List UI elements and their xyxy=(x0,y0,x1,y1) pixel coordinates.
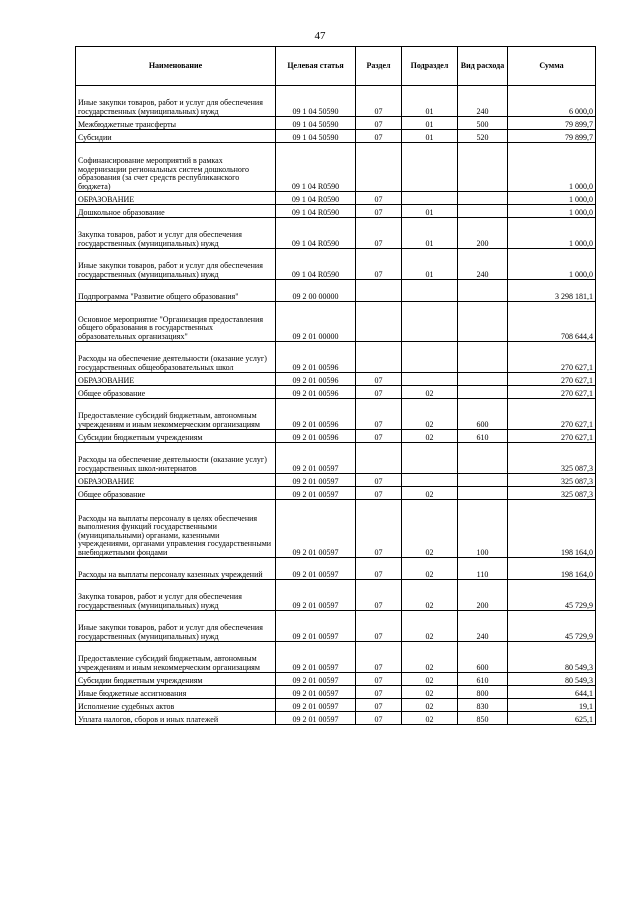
row-name-cell: Расходы на выплаты персоналу казенных учреждений xyxy=(76,558,276,580)
row-target-article-cell: 09 2 01 00597 xyxy=(276,558,356,580)
header-section: Раздел xyxy=(356,47,402,86)
row-name-cell: Закупка товаров, работ и услуг для обеспечения государственных (муниципальных) нужд xyxy=(76,218,276,249)
table-row xyxy=(76,399,596,430)
row-expense-type-cell: 800 xyxy=(458,686,508,699)
row-subsection-cell: 02 xyxy=(402,686,458,699)
row-sum-cell: 1 000,0 xyxy=(508,192,596,205)
row-expense-type-cell: 110 xyxy=(458,558,508,580)
row-sum-cell: 1 000,0 xyxy=(508,205,596,218)
row-section-cell xyxy=(356,302,402,342)
row-expense-type-cell xyxy=(458,280,508,302)
table-body xyxy=(76,86,596,725)
row-expense-type-cell: 610 xyxy=(458,673,508,686)
row-name-cell: Общее образование xyxy=(76,386,276,399)
header-name: Наименование xyxy=(76,47,276,86)
row-target-article-cell: 09 2 01 00000 xyxy=(276,302,356,342)
row-section-cell: 07 xyxy=(356,686,402,699)
row-name-cell: Общее образование xyxy=(76,487,276,500)
row-target-article-cell: 09 1 04 50590 xyxy=(276,86,356,117)
row-subsection-cell xyxy=(402,443,458,474)
row-expense-type-cell: 520 xyxy=(458,130,508,143)
row-sum-cell: 708 644,4 xyxy=(508,302,596,342)
row-name-cell: Расходы на обеспечение деятельности (оказание услуг) государственных школ-интернатов xyxy=(76,443,276,474)
row-subsection-cell: 02 xyxy=(402,558,458,580)
row-sum-cell: 644,1 xyxy=(508,686,596,699)
table-row xyxy=(76,249,596,280)
row-section-cell: 07 xyxy=(356,642,402,673)
row-target-article-cell: 09 2 01 00597 xyxy=(276,443,356,474)
row-name-cell: Подпрограмма "Развитие общего образования" xyxy=(76,280,276,302)
row-target-article-cell: 09 1 04 R0590 xyxy=(276,143,356,192)
row-subsection-cell: 02 xyxy=(402,712,458,725)
row-sum-cell: 325 087,3 xyxy=(508,443,596,474)
row-section-cell: 07 xyxy=(356,611,402,642)
header-expense-type: Вид расхода xyxy=(458,47,508,86)
row-name-cell: Иные закупки товаров, работ и услуг для обеспечения государственных (муниципальных) нужд xyxy=(76,249,276,280)
row-subsection-cell: 01 xyxy=(402,86,458,117)
row-subsection-cell xyxy=(402,342,458,373)
row-sum-cell: 80 549,3 xyxy=(508,642,596,673)
row-section-cell: 07 xyxy=(356,249,402,280)
row-section-cell: 07 xyxy=(356,500,402,558)
row-section-cell: 07 xyxy=(356,205,402,218)
row-section-cell: 07 xyxy=(356,218,402,249)
row-sum-cell: 325 087,3 xyxy=(508,474,596,487)
row-sum-cell: 198 164,0 xyxy=(508,500,596,558)
row-expense-type-cell xyxy=(458,342,508,373)
row-section-cell xyxy=(356,443,402,474)
row-expense-type-cell: 100 xyxy=(458,500,508,558)
table-row xyxy=(76,143,596,192)
row-name-cell: Межбюджетные трансферты xyxy=(76,117,276,130)
row-expense-type-cell: 200 xyxy=(458,580,508,611)
row-sum-cell: 198 164,0 xyxy=(508,558,596,580)
row-sum-cell: 80 549,3 xyxy=(508,673,596,686)
row-sum-cell: 325 087,3 xyxy=(508,487,596,500)
table-row xyxy=(76,558,596,580)
table-row xyxy=(76,130,596,143)
table-row xyxy=(76,673,596,686)
row-name-cell: Субсидии бюджетным учреждениям xyxy=(76,673,276,686)
row-expense-type-cell: 600 xyxy=(458,642,508,673)
row-target-article-cell: 09 2 01 00596 xyxy=(276,373,356,386)
row-name-cell: Исполнение судебных актов xyxy=(76,699,276,712)
table-row xyxy=(76,642,596,673)
row-sum-cell: 270 627,1 xyxy=(508,386,596,399)
row-sum-cell: 6 000,0 xyxy=(508,86,596,117)
row-name-cell: Уплата налогов, сборов и иных платежей xyxy=(76,712,276,725)
row-target-article-cell: 09 2 01 00597 xyxy=(276,474,356,487)
row-section-cell: 07 xyxy=(356,487,402,500)
row-expense-type-cell xyxy=(458,205,508,218)
row-subsection-cell: 02 xyxy=(402,399,458,430)
row-target-article-cell: 09 2 01 00596 xyxy=(276,430,356,443)
row-target-article-cell: 09 1 04 R0590 xyxy=(276,249,356,280)
row-subsection-cell xyxy=(402,373,458,386)
row-name-cell: ОБРАЗОВАНИЕ xyxy=(76,474,276,487)
row-subsection-cell xyxy=(402,280,458,302)
row-subsection-cell: 02 xyxy=(402,699,458,712)
row-expense-type-cell xyxy=(458,302,508,342)
row-sum-cell: 270 627,1 xyxy=(508,430,596,443)
row-subsection-cell: 02 xyxy=(402,580,458,611)
header-subsection: Подраздел xyxy=(402,47,458,86)
row-name-cell: Закупка товаров, работ и услуг для обеспечения государственных (муниципальных) нужд xyxy=(76,580,276,611)
row-target-article-cell: 09 2 01 00596 xyxy=(276,342,356,373)
page-number: 47 xyxy=(314,30,326,42)
row-sum-cell: 3 298 181,1 xyxy=(508,280,596,302)
row-expense-type-cell xyxy=(458,487,508,500)
row-target-article-cell: 09 2 01 00597 xyxy=(276,686,356,699)
table-row xyxy=(76,205,596,218)
row-section-cell: 07 xyxy=(356,699,402,712)
row-subsection-cell xyxy=(402,192,458,205)
row-name-cell: Софинансирование мероприятий в рамках модернизации региональных систем дошкольного образования (за счет средств республиканского бюджета) xyxy=(76,143,276,192)
table-row xyxy=(76,611,596,642)
row-sum-cell: 79 899,7 xyxy=(508,130,596,143)
row-subsection-cell: 02 xyxy=(402,430,458,443)
row-section-cell: 07 xyxy=(356,386,402,399)
row-subsection-cell xyxy=(402,143,458,192)
row-name-cell: Субсидии xyxy=(76,130,276,143)
row-section-cell: 07 xyxy=(356,117,402,130)
table-header-row xyxy=(76,47,596,86)
table-row xyxy=(76,86,596,117)
row-sum-cell: 1 000,0 xyxy=(508,218,596,249)
row-subsection-cell: 01 xyxy=(402,218,458,249)
row-target-article-cell: 09 2 01 00597 xyxy=(276,487,356,500)
row-section-cell: 07 xyxy=(356,130,402,143)
table-row xyxy=(76,580,596,611)
row-sum-cell: 625,1 xyxy=(508,712,596,725)
row-target-article-cell: 09 2 01 00596 xyxy=(276,399,356,430)
row-section-cell: 07 xyxy=(356,558,402,580)
row-expense-type-cell xyxy=(458,443,508,474)
row-expense-type-cell: 200 xyxy=(458,218,508,249)
table-row xyxy=(76,686,596,699)
table-row xyxy=(76,443,596,474)
row-expense-type-cell: 610 xyxy=(458,430,508,443)
row-expense-type-cell: 500 xyxy=(458,117,508,130)
row-section-cell: 07 xyxy=(356,673,402,686)
row-subsection-cell xyxy=(402,302,458,342)
row-sum-cell: 1 000,0 xyxy=(508,249,596,280)
row-target-article-cell: 09 2 01 00597 xyxy=(276,673,356,686)
row-section-cell xyxy=(356,342,402,373)
row-name-cell: Предоставление субсидий бюджетным, автономным учреждениям и иным некоммерческим организациям xyxy=(76,642,276,673)
row-expense-type-cell xyxy=(458,373,508,386)
row-target-article-cell: 09 1 04 R0590 xyxy=(276,205,356,218)
row-sum-cell: 1 000,0 xyxy=(508,143,596,192)
row-sum-cell: 270 627,1 xyxy=(508,342,596,373)
row-subsection-cell xyxy=(402,474,458,487)
row-section-cell: 07 xyxy=(356,86,402,117)
row-sum-cell: 19,1 xyxy=(508,699,596,712)
header-target-article: Целевая статья xyxy=(276,47,356,86)
row-subsection-cell: 01 xyxy=(402,130,458,143)
row-subsection-cell: 02 xyxy=(402,487,458,500)
table-row xyxy=(76,500,596,558)
row-expense-type-cell: 830 xyxy=(458,699,508,712)
row-name-cell: Предоставление субсидий бюджетным, автономным учреждениям и иным некоммерческим организациям xyxy=(76,399,276,430)
budget-table xyxy=(75,46,596,725)
row-target-article-cell: 09 2 00 00000 xyxy=(276,280,356,302)
row-sum-cell: 45 729,9 xyxy=(508,611,596,642)
row-expense-type-cell xyxy=(458,143,508,192)
row-section-cell: 07 xyxy=(356,373,402,386)
row-sum-cell: 45 729,9 xyxy=(508,580,596,611)
row-expense-type-cell: 600 xyxy=(458,399,508,430)
row-target-article-cell: 09 2 01 00597 xyxy=(276,611,356,642)
row-subsection-cell: 01 xyxy=(402,249,458,280)
table-row xyxy=(76,474,596,487)
row-expense-type-cell: 240 xyxy=(458,249,508,280)
row-target-article-cell: 09 2 01 00597 xyxy=(276,699,356,712)
row-section-cell xyxy=(356,143,402,192)
row-name-cell: Расходы на обеспечение деятельности (оказание услуг) государственных общеобразовательных школ xyxy=(76,342,276,373)
row-subsection-cell: 02 xyxy=(402,673,458,686)
row-subsection-cell: 02 xyxy=(402,500,458,558)
row-name-cell: ОБРАЗОВАНИЕ xyxy=(76,373,276,386)
table-row xyxy=(76,192,596,205)
row-name-cell: ОБРАЗОВАНИЕ xyxy=(76,192,276,205)
row-target-article-cell: 09 2 01 00597 xyxy=(276,642,356,673)
table-row xyxy=(76,373,596,386)
header-sum: Сумма xyxy=(508,47,596,86)
row-sum-cell: 270 627,1 xyxy=(508,373,596,386)
row-target-article-cell: 09 1 04 50590 xyxy=(276,130,356,143)
row-subsection-cell: 02 xyxy=(402,642,458,673)
row-section-cell: 07 xyxy=(356,712,402,725)
row-subsection-cell: 02 xyxy=(402,611,458,642)
row-target-article-cell: 09 1 04 R0590 xyxy=(276,192,356,205)
row-expense-type-cell: 240 xyxy=(458,86,508,117)
row-subsection-cell: 02 xyxy=(402,386,458,399)
row-expense-type-cell xyxy=(458,474,508,487)
table-row xyxy=(76,117,596,130)
row-expense-type-cell: 240 xyxy=(458,611,508,642)
row-section-cell: 07 xyxy=(356,430,402,443)
row-name-cell: Иные бюджетные ассигнования xyxy=(76,686,276,699)
row-target-article-cell: 09 2 01 00597 xyxy=(276,500,356,558)
row-sum-cell: 79 899,7 xyxy=(508,117,596,130)
table-row xyxy=(76,487,596,500)
row-sum-cell: 270 627,1 xyxy=(508,399,596,430)
table-row xyxy=(76,342,596,373)
row-section-cell: 07 xyxy=(356,474,402,487)
table-row xyxy=(76,302,596,342)
row-target-article-cell: 09 1 04 50590 xyxy=(276,117,356,130)
row-name-cell: Иные закупки товаров, работ и услуг для обеспечения государственных (муниципальных) нужд xyxy=(76,611,276,642)
row-subsection-cell: 01 xyxy=(402,117,458,130)
row-section-cell: 07 xyxy=(356,580,402,611)
row-name-cell: Дошкольное образование xyxy=(76,205,276,218)
table-row xyxy=(76,430,596,443)
table-row xyxy=(76,386,596,399)
table-row xyxy=(76,712,596,725)
row-name-cell: Основное мероприятие "Организация предоставления общего образования в государственных образовательных организациях" xyxy=(76,302,276,342)
row-target-article-cell: 09 1 04 R0590 xyxy=(276,218,356,249)
table-row xyxy=(76,280,596,302)
row-expense-type-cell: 850 xyxy=(458,712,508,725)
row-expense-type-cell xyxy=(458,192,508,205)
row-subsection-cell: 01 xyxy=(402,205,458,218)
row-name-cell: Расходы на выплаты персоналу в целях обеспечения выполнения функций государственными (муниципальными) органами, казенными учреждениями, органами управления государственными внебюджетными фондами xyxy=(76,500,276,558)
row-section-cell: 07 xyxy=(356,399,402,430)
row-name-cell: Иные закупки товаров, работ и услуг для обеспечения государственных (муниципальных) нужд xyxy=(76,86,276,117)
row-section-cell: 07 xyxy=(356,192,402,205)
row-target-article-cell: 09 2 01 00597 xyxy=(276,580,356,611)
table-row xyxy=(76,699,596,712)
row-target-article-cell: 09 2 01 00597 xyxy=(276,712,356,725)
row-target-article-cell: 09 2 01 00596 xyxy=(276,386,356,399)
row-name-cell: Субсидии бюджетным учреждениям xyxy=(76,430,276,443)
row-expense-type-cell xyxy=(458,386,508,399)
row-section-cell xyxy=(356,280,402,302)
table-row xyxy=(76,218,596,249)
